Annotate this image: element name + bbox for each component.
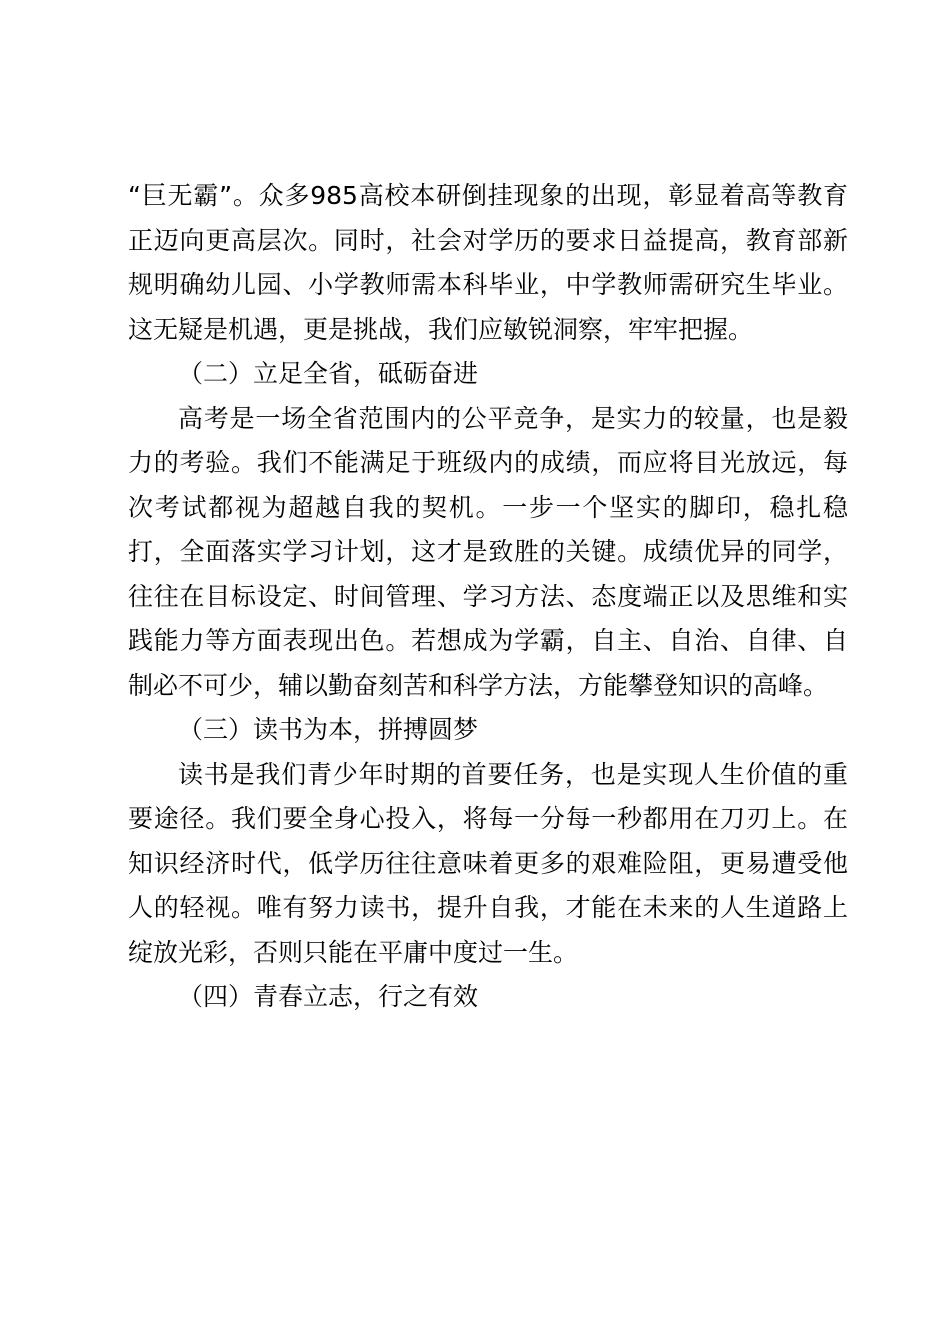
- section-heading-2: （二）立足全省，砥砺奋进: [178, 359, 479, 388]
- document-page: [128, 174, 848, 1020]
- paragraph-gaokao: 高考是一场全省范围内的公平竞争，是实力的较量，也是毅力的考验。我们不能满足于班级内的成绩，而应将目光放远，每次考试都视为超越自我的契机。一步一个坚实的脚印，稳扎稳打，全面落实学习计划，这才是致胜的关键。成绩优异的同学，往往在目标设定、时间管理、学习方法、态度端正以及思维和实践能力等方面表现出色。若想成为学霸，自主、自治、自律、自制必不可少，辅以勤奋刻苦和科学方法，方能攀登知识的高峰。: [128, 403, 848, 700]
- paragraph-continuation: “巨无霸”。众多985高校本研倒挂现象的出现，彰显着高等教育正迈向更高层次。同时，社会对学历的要求日益提高，教育部新规明确幼儿园、小学教师需本科毕业，中学教师需研究生毕业。这无疑是机遇，更是挑战，我们应敏锐洞察，牢牢把握。: [128, 181, 848, 344]
- section-heading-3: （三）读书为本，拼搏圆梦: [178, 715, 479, 744]
- section-heading-4: （四）青春立志，行之有效: [178, 982, 479, 1011]
- paragraph-reading: 读书是我们青少年时期的首要任务，也是实现人生价值的重要途径。我们要全身心投入，将每一分每一秒都用在刀刃上。在知识经济时代，低学历往往意味着更多的艰难险阻，更易遭受他人的轻视。唯有努力读书，提升自我，才能在未来的人生道路上绽放光彩，否则只能在平庸中度过一生。: [128, 759, 848, 967]
